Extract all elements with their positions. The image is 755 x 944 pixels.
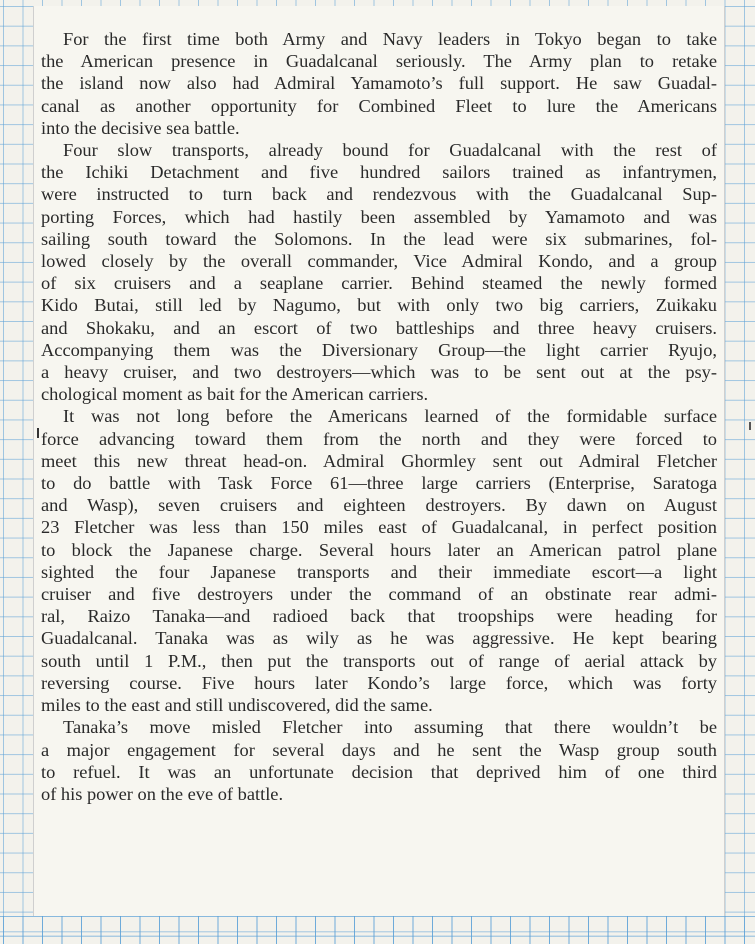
text-line: meet this new threat head-on. Admiral Ghormley sent out Admiral Fletcher — [41, 450, 717, 471]
graph-paper-strip — [0, 916, 755, 944]
text-line: of his power on the eve of battle. — [41, 783, 284, 804]
text-line: a heavy cruiser, and two destroyers—which was to be sent out at the psy- — [41, 362, 717, 383]
text-line: a major engagement for several days and he sent the Wasp group south — [41, 739, 717, 760]
margin-mark — [37, 428, 39, 438]
text-line: reversing course. Five hours later Kondo’s large force, which was forty — [41, 672, 717, 693]
text-line: of six cruisers and a seaplane carrier. Behind steamed the newly formed — [41, 273, 717, 294]
text-line: For the first time both Army and Navy leaders in Tokyo began to take — [63, 29, 717, 49]
text-line: lowed closely by the overall commander, Vice Admiral Kondo, and a group — [41, 251, 717, 272]
text-line: Accompanying them was the Diversionary Group—the light carrier Ryujo, — [41, 339, 717, 360]
text-line: to block the Japanese charge. Several hours later an American patrol plane — [41, 539, 717, 560]
text-line: to do battle with Task Force 61—three large carriers (Enterprise, Saratoga — [41, 473, 717, 494]
text-line: into the decisive sea battle. — [41, 117, 240, 138]
margin-mark — [749, 422, 751, 430]
text-line: to refuel. It was an unfortunate decision that deprived him of one third — [41, 761, 717, 782]
text-line: Guadalcanal. Tanaka was as wily as he was aggressive. He kept bearing — [41, 628, 717, 649]
text-line: were instructed to turn back and rendezvous with the Guadalcanal Sup- — [41, 184, 717, 205]
text-line: miles to the east and still undiscovered, did the same. — [41, 695, 433, 716]
text-line: Four slow transports, already bound for Guadalcanal with the rest of — [63, 140, 717, 161]
text-line: cruiser and five destroyers under the command of an obstinate rear admi- — [41, 584, 717, 605]
text-line: ral, Raizo Tanaka—and radioed back that troopships were heading for — [41, 606, 717, 627]
text-line: It was not long before the Americans learned of the formidable surface — [63, 406, 717, 427]
text-line: sighted the four Japanese transports and their immediate escort—a light — [41, 561, 717, 582]
text-line: force advancing toward them from the north and they were forced to — [41, 428, 717, 449]
text-line: south until 1 P.M., then put the transports out of range of aerial attack by — [41, 650, 717, 671]
text-line: porting Forces, which had hastily been assembled by Yamamoto and was — [41, 206, 717, 227]
text-line: the American presence in Guadalcanal seriously. The Army plan to retake — [41, 51, 717, 72]
text-line: the Ichiki Detachment and five hundred sailors trained as infantrymen, — [41, 162, 717, 183]
text-line: 23 Fletcher was less than 150 miles east of Guadalcanal, in perfect position — [41, 517, 717, 538]
text-line: and Shokaku, and an escort of two battleships and three heavy cruisers. — [41, 317, 717, 338]
text-line: and Wasp), seven cruisers and eighteen destroyers. By dawn on August — [41, 495, 717, 516]
text-line: canal as another opportunity for Combined Fleet to lure the Americans — [41, 95, 717, 116]
text-line: chological moment as bait for the American carriers. — [41, 384, 429, 405]
text-line: Tanaka’s move misled Fletcher into assuming that there wouldn’t be — [63, 717, 717, 738]
text-line: Kido Butai, still led by Nagumo, but with only two big carriers, Zuikaku — [41, 295, 717, 316]
text-line: sailing south toward the Solomons. In the lead were six submarines, fol- — [41, 228, 717, 249]
body-text — [41, 28, 717, 805]
text-line: the island now also had Admiral Yamamoto’s full support. He saw Guadal- — [41, 73, 717, 94]
